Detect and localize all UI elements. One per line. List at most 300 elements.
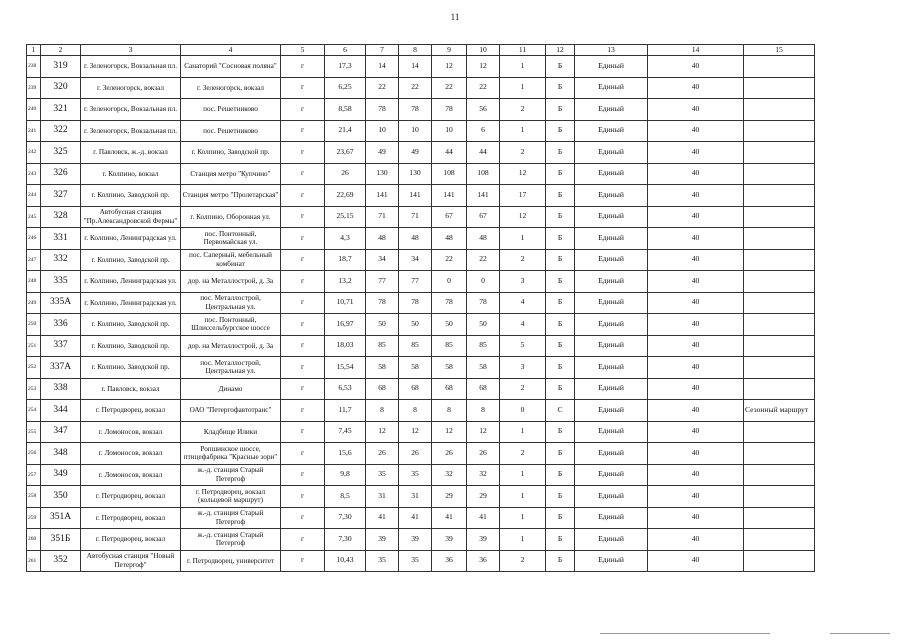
route-length: 15,6 [325,443,366,465]
route-length: 18,7 [325,249,366,271]
end-point: Динамо [181,378,281,400]
value-col-14: 40 [648,142,744,164]
value-col-14: 40 [648,185,744,207]
column-header: 8 [399,45,432,56]
note [744,357,815,379]
note [744,142,815,164]
value-col-7: 78 [366,99,399,121]
value-col-10: 78 [467,292,500,314]
route-type: г [281,292,325,314]
value-col-9: 26 [432,443,467,465]
tariff: Единый [575,292,648,314]
value-col-9: 41 [432,507,467,529]
value-col-7: 8 [366,400,399,422]
table-row [27,443,815,465]
value-col-9: 58 [432,357,467,379]
value-col-8: 58 [399,357,432,379]
note [744,314,815,336]
value-col-11: 1 [500,464,546,486]
start-point: г. Ломоносов, вокзал [81,421,181,443]
value-col-10: 0 [467,271,500,293]
start-point: г. Зеленогорск, Вокзальная пл. [81,120,181,142]
table-row [27,378,815,400]
value-col-10: 48 [467,228,500,250]
value-col-7: 31 [366,486,399,508]
value-col-11: 12 [500,163,546,185]
end-point: Санаторий "Сосновая поляна" [181,56,281,78]
value-col-7: 78 [366,292,399,314]
value-col-10: 108 [467,163,500,185]
value-col-7: 50 [366,314,399,336]
value-col-10: 26 [467,443,500,465]
value-col-8: 71 [399,206,432,228]
value-col-8: 78 [399,99,432,121]
start-point: г. Петродворец, вокзал [81,400,181,422]
value-col-7: 35 [366,550,399,572]
value-col-10: 8 [467,400,500,422]
table-row [27,99,815,121]
route-type: г [281,400,325,422]
scan-artifact-line [830,633,890,634]
scan-artifact-line [600,633,770,634]
table-row [27,550,815,572]
end-point: г. Зеленогорск, вокзал [181,77,281,99]
value-col-10: 39 [467,529,500,551]
start-point: г. Колпино, Ленинградская ул. [81,228,181,250]
end-point: пос. Решетниково [181,99,281,121]
value-col-8: 41 [399,507,432,529]
value-col-8: 12 [399,421,432,443]
route-length: 18,03 [325,335,366,357]
start-point: г. Ломоносов, вокзал [81,464,181,486]
note [744,292,815,314]
value-col-11: 2 [500,249,546,271]
route-type: г [281,314,325,336]
value-col-11: 0 [500,400,546,422]
tariff: Единый [575,421,648,443]
route-length: 10,71 [325,292,366,314]
value-col-7: 39 [366,529,399,551]
route-number: 352 [41,550,81,572]
end-point: пос. Понтонный, Шлиссельбургское шоссе [181,314,281,336]
route-length: 23,67 [325,142,366,164]
route-type: г [281,443,325,465]
route-type: г [281,228,325,250]
route-length: 9,8 [325,464,366,486]
tariff: Единый [575,400,648,422]
start-point: г. Зеленогорск, Вокзальная пл. [81,56,181,78]
route-length: 22,69 [325,185,366,207]
vehicle-class: С [546,400,575,422]
value-col-11: 2 [500,443,546,465]
note [744,421,815,443]
column-header: 9 [432,45,467,56]
routes-table-body [27,56,815,572]
value-col-11: 1 [500,529,546,551]
row-index: 257 [27,464,41,486]
route-number: 347 [41,421,81,443]
route-type: г [281,163,325,185]
route-type: г [281,486,325,508]
value-col-11: 2 [500,550,546,572]
value-col-14: 40 [648,335,744,357]
value-col-11: 4 [500,292,546,314]
value-col-8: 34 [399,249,432,271]
tariff: Единый [575,550,648,572]
column-header: 4 [181,45,281,56]
value-col-14: 40 [648,120,744,142]
start-point: г. Колпино, Заводской пр. [81,335,181,357]
vehicle-class: Б [546,249,575,271]
value-col-8: 31 [399,486,432,508]
row-index: 250 [27,314,41,336]
start-point: г. Колпино, Заводской пр. [81,185,181,207]
route-number: 326 [41,163,81,185]
end-point: г. Петродворец, вокзал (кольцевой маршрут) [181,486,281,508]
end-point: дор. на Металлострой, д. 3а [181,271,281,293]
start-point: г. Павловск, вокзал [81,378,181,400]
route-type: г [281,550,325,572]
vehicle-class: Б [546,464,575,486]
end-point: Станция метро "Пролетарская" [181,185,281,207]
value-col-8: 77 [399,271,432,293]
row-index: 244 [27,185,41,207]
route-number: 321 [41,99,81,121]
value-col-7: 35 [366,464,399,486]
route-number: 335А [41,292,81,314]
row-index: 240 [27,99,41,121]
route-length: 15,54 [325,357,366,379]
vehicle-class: Б [546,56,575,78]
start-point: г. Колпино, Ленинградская ул. [81,292,181,314]
value-col-8: 35 [399,550,432,572]
route-length: 25,15 [325,206,366,228]
route-type: г [281,185,325,207]
end-point: г. Колпино, Заводской пр. [181,142,281,164]
value-col-10: 22 [467,77,500,99]
route-number: 337 [41,335,81,357]
end-point: пос. Металлострой, Центральная ул. [181,292,281,314]
value-col-8: 10 [399,120,432,142]
route-number: 322 [41,120,81,142]
value-col-8: 48 [399,228,432,250]
value-col-7: 10 [366,120,399,142]
value-col-9: 32 [432,464,467,486]
tariff: Единый [575,163,648,185]
route-type: г [281,507,325,529]
note [744,507,815,529]
value-col-14: 40 [648,378,744,400]
row-index: 258 [27,486,41,508]
value-col-7: 49 [366,142,399,164]
value-col-9: 78 [432,99,467,121]
note [744,335,815,357]
note [744,99,815,121]
value-col-9: 0 [432,271,467,293]
vehicle-class: Б [546,443,575,465]
value-col-8: 49 [399,142,432,164]
value-col-8: 68 [399,378,432,400]
value-col-10: 22 [467,249,500,271]
row-index: 242 [27,142,41,164]
table-row [27,486,815,508]
value-col-9: 67 [432,206,467,228]
value-col-14: 40 [648,77,744,99]
value-col-8: 141 [399,185,432,207]
route-length: 6,53 [325,378,366,400]
value-col-8: 26 [399,443,432,465]
value-col-14: 40 [648,507,744,529]
value-col-10: 67 [467,206,500,228]
note [744,464,815,486]
row-index: 254 [27,400,41,422]
note [744,378,815,400]
vehicle-class: Б [546,335,575,357]
value-col-8: 8 [399,400,432,422]
value-col-9: 10 [432,120,467,142]
note [744,77,815,99]
value-col-11: 1 [500,120,546,142]
route-number: 331 [41,228,81,250]
start-point: г. Петродворец, вокзал [81,486,181,508]
table-row [27,529,815,551]
vehicle-class: Б [546,357,575,379]
tariff: Единый [575,77,648,99]
note [744,56,815,78]
tariff: Единый [575,507,648,529]
route-number: 338 [41,378,81,400]
value-col-9: 39 [432,529,467,551]
row-index: 259 [27,507,41,529]
row-index: 256 [27,443,41,465]
value-col-7: 48 [366,228,399,250]
value-col-10: 50 [467,314,500,336]
table-row [27,163,815,185]
value-col-7: 77 [366,271,399,293]
value-col-10: 36 [467,550,500,572]
value-col-11: 1 [500,56,546,78]
tariff: Единый [575,228,648,250]
value-col-9: 50 [432,314,467,336]
row-index: 261 [27,550,41,572]
note [744,550,815,572]
tariff: Единый [575,185,648,207]
value-col-14: 40 [648,421,744,443]
end-point: Ропшинское шоссе, птицефабрика "Красные зори" [181,443,281,465]
value-col-14: 40 [648,464,744,486]
table-row [27,357,815,379]
tariff: Единый [575,314,648,336]
route-number: 344 [41,400,81,422]
column-header: 1 [27,45,41,56]
row-index: 252 [27,357,41,379]
end-point: пос. Понтонный, Первомайская ул. [181,228,281,250]
route-number: 325 [41,142,81,164]
route-number: 320 [41,77,81,99]
value-col-8: 14 [399,56,432,78]
value-col-11: 1 [500,228,546,250]
row-index: 253 [27,378,41,400]
start-point: г. Павловск, ж.-д. вокзал [81,142,181,164]
vehicle-class: Б [546,550,575,572]
note [744,249,815,271]
start-point: г. Колпино, Заводской пр. [81,357,181,379]
column-header: 12 [546,45,575,56]
row-index: 245 [27,206,41,228]
column-header: 10 [467,45,500,56]
value-col-7: 68 [366,378,399,400]
value-col-11: 2 [500,99,546,121]
end-point: Станция метро "Купчино" [181,163,281,185]
table-row [27,335,815,357]
row-index: 243 [27,163,41,185]
route-length: 6,25 [325,77,366,99]
value-col-9: 68 [432,378,467,400]
tariff: Единый [575,271,648,293]
value-col-14: 40 [648,249,744,271]
start-point: г. Зеленогорск, Вокзальная пл. [81,99,181,121]
route-length: 8,5 [325,486,366,508]
start-point: г. Петродворец, вокзал [81,529,181,551]
table-row [27,120,815,142]
table-row [27,507,815,529]
row-index: 239 [27,77,41,99]
tariff: Единый [575,529,648,551]
value-col-14: 40 [648,99,744,121]
route-length: 8,58 [325,99,366,121]
tariff: Единый [575,443,648,465]
vehicle-class: Б [546,421,575,443]
route-length: 21,4 [325,120,366,142]
value-col-8: 130 [399,163,432,185]
route-type: г [281,249,325,271]
route-length: 16,97 [325,314,366,336]
row-index: 248 [27,271,41,293]
route-number: 332 [41,249,81,271]
end-point: пос. Саперный, мебельный комбинат [181,249,281,271]
value-col-10: 58 [467,357,500,379]
route-type: г [281,271,325,293]
start-point: г. Колпино, Заводской пр. [81,314,181,336]
value-col-7: 26 [366,443,399,465]
value-col-14: 40 [648,357,744,379]
route-type: г [281,529,325,551]
value-col-11: 1 [500,507,546,529]
column-header: 13 [575,45,648,56]
column-header: 3 [81,45,181,56]
vehicle-class: Б [546,378,575,400]
row-index: 249 [27,292,41,314]
value-col-7: 41 [366,507,399,529]
tariff: Единый [575,142,648,164]
value-col-9: 22 [432,249,467,271]
tariff: Единый [575,249,648,271]
value-col-14: 40 [648,314,744,336]
value-col-7: 12 [366,421,399,443]
value-col-11: 2 [500,378,546,400]
tariff: Единый [575,56,648,78]
vehicle-class: Б [546,529,575,551]
value-col-11: 1 [500,77,546,99]
column-header: 7 [366,45,399,56]
tariff: Единый [575,486,648,508]
value-col-8: 85 [399,335,432,357]
route-number: 351А [41,507,81,529]
start-point: Автобусная станция "Пр.Александровской Фермы" [81,206,181,228]
start-point: г. Петродворец, вокзал [81,507,181,529]
tariff: Единый [575,357,648,379]
column-header: 14 [648,45,744,56]
start-point: г. Колпино, Заводской пр. [81,249,181,271]
vehicle-class: Б [546,185,575,207]
vehicle-class: Б [546,163,575,185]
route-number: 319 [41,56,81,78]
value-col-8: 50 [399,314,432,336]
value-col-11: 1 [500,486,546,508]
value-col-7: 58 [366,357,399,379]
table-row [27,142,815,164]
value-col-10: 12 [467,56,500,78]
note [744,120,815,142]
end-point: г. Колпино, Оборонная ул. [181,206,281,228]
value-col-8: 78 [399,292,432,314]
value-col-9: 8 [432,400,467,422]
route-length: 10,43 [325,550,366,572]
value-col-9: 12 [432,421,467,443]
route-length: 4,3 [325,228,366,250]
value-col-14: 40 [648,206,744,228]
value-col-14: 40 [648,550,744,572]
value-col-14: 40 [648,486,744,508]
value-col-11: 3 [500,357,546,379]
end-point: пос. Металлострой, Центральная ул. [181,357,281,379]
value-col-14: 40 [648,228,744,250]
table-row [27,249,815,271]
vehicle-class: Б [546,142,575,164]
route-type: г [281,357,325,379]
value-col-7: 14 [366,56,399,78]
route-number: 335 [41,271,81,293]
value-col-11: 2 [500,142,546,164]
routes-table [26,44,815,572]
value-col-9: 36 [432,550,467,572]
end-point: Кладбище Илики [181,421,281,443]
note [744,228,815,250]
row-index: 251 [27,335,41,357]
end-point: ж.-д. станция Старый Петергоф [181,507,281,529]
table-row [27,77,815,99]
note [744,163,815,185]
route-number: 336 [41,314,81,336]
vehicle-class: Б [546,486,575,508]
start-point: г. Колпино, Ленинградская ул. [81,271,181,293]
value-col-8: 22 [399,77,432,99]
route-number: 348 [41,443,81,465]
note [744,185,815,207]
note [744,486,815,508]
value-col-10: 12 [467,421,500,443]
tariff: Единый [575,206,648,228]
end-point: ж.-д. станция Старый Петергоф [181,529,281,551]
start-point: Автобусная станция "Новый Петергоф" [81,550,181,572]
vehicle-class: Б [546,228,575,250]
value-col-11: 5 [500,335,546,357]
route-number: 328 [41,206,81,228]
route-number: 327 [41,185,81,207]
row-index: 238 [27,56,41,78]
value-col-9: 141 [432,185,467,207]
column-header: 6 [325,45,366,56]
